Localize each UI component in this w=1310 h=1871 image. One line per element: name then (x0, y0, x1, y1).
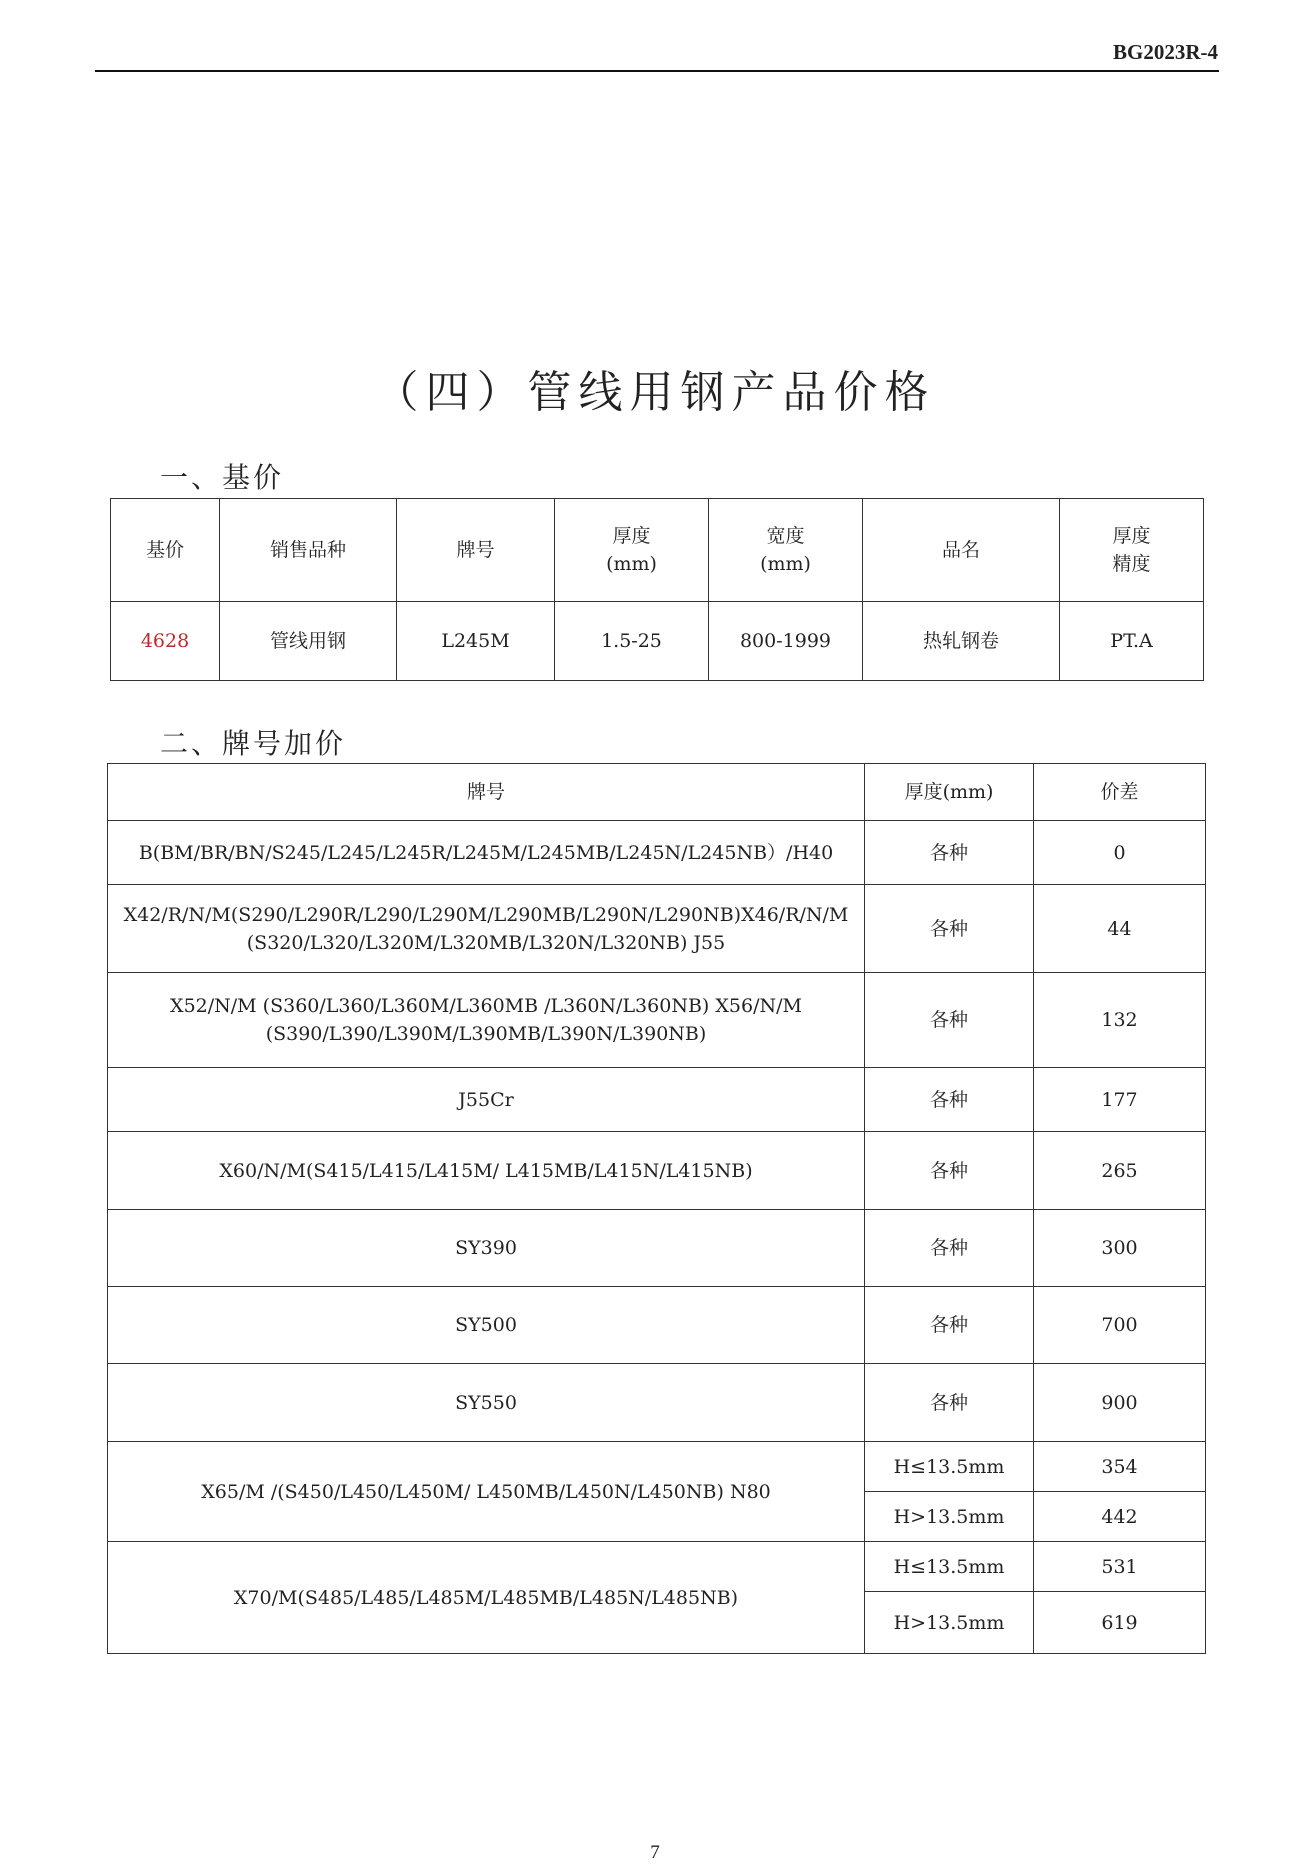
thickness-cell: H≤13.5mm (865, 1542, 1034, 1592)
column-header: 价差 (1034, 764, 1206, 821)
column-header: 厚度(mm) (865, 764, 1034, 821)
thickness-cell: 各种 (865, 885, 1034, 973)
price-diff-cell: 177 (1034, 1068, 1206, 1132)
table-cell: PT.A (1060, 602, 1204, 681)
table-row (108, 821, 1206, 885)
column-header: 厚度 (mm) (555, 499, 709, 602)
table-row (108, 1542, 1206, 1592)
page-title: （四）管线用钢产品价格 (374, 367, 936, 418)
section-heading-base-price: 一、基价 (160, 461, 285, 494)
table-header-row (111, 499, 1204, 602)
grade-surcharge-table (107, 763, 1206, 1654)
thickness-cell: 各种 (865, 1210, 1034, 1287)
price-diff-cell: 900 (1034, 1364, 1206, 1442)
grade-cell: X42/R/N/M(S290/L290R/L290/L290M/L290MB/L290N/L290NB)X46/R/N/M (S320/L320/L320M/L320MB/L320N/L320NB) J55 (108, 885, 865, 973)
table-cell: L245M (397, 602, 555, 681)
thickness-cell: 各种 (865, 973, 1034, 1068)
price-diff-cell: 300 (1034, 1210, 1206, 1287)
grade-cell: B(BM/BR/BN/S245/L245/L245R/L245M/L245MB/L245N/L245NB）/H40 (108, 821, 865, 885)
thickness-cell: H>13.5mm (865, 1492, 1034, 1542)
price-diff-cell: 132 (1034, 973, 1206, 1068)
table-row (108, 1364, 1206, 1442)
table-row (108, 885, 1206, 973)
grade-cell: X65/M /(S450/L450/L450M/ L450MB/L450N/L450NB) N80 (108, 1442, 865, 1542)
price-diff-cell: 44 (1034, 885, 1206, 973)
price-diff-cell: 442 (1034, 1492, 1206, 1542)
column-header: 品名 (863, 499, 1060, 602)
table-cell: 热轧钢卷 (863, 602, 1060, 681)
section-heading-grade-surcharge: 二、牌号加价 (160, 727, 347, 760)
thickness-cell: 各种 (865, 821, 1034, 885)
column-header: 基价 (111, 499, 220, 602)
table-row (108, 1442, 1206, 1492)
price-diff-cell: 265 (1034, 1132, 1206, 1210)
price-diff-cell: 619 (1034, 1592, 1206, 1654)
base-price-value: 4628 (111, 602, 220, 681)
table-row (108, 1210, 1206, 1287)
table-row (108, 973, 1206, 1068)
table-cell: 800-1999 (709, 602, 863, 681)
price-diff-cell: 531 (1034, 1542, 1206, 1592)
thickness-cell: 各种 (865, 1068, 1034, 1132)
thickness-cell: 各种 (865, 1287, 1034, 1364)
grade-cell: X60/N/M(S415/L415/L415M/ L415MB/L415N/L415NB) (108, 1132, 865, 1210)
thickness-cell: H≤13.5mm (865, 1442, 1034, 1492)
grade-cell: X52/N/M (S360/L360/L360M/L360MB /L360N/L360NB) X56/N/M (S390/L390/L390M/L390MB/L390N/L390NB) (108, 973, 865, 1068)
table-cell: 管线用钢 (220, 602, 397, 681)
price-diff-cell: 354 (1034, 1442, 1206, 1492)
table-row (108, 1068, 1206, 1132)
thickness-cell: 各种 (865, 1364, 1034, 1442)
header-rule (95, 70, 1219, 72)
grade-cell: SY500 (108, 1287, 865, 1364)
price-diff-cell: 0 (1034, 821, 1206, 885)
grade-cell: X70/M(S485/L485/L485M/L485MB/L485N/L485NB) (108, 1542, 865, 1654)
document-code: BG2023R-4 (1113, 40, 1218, 64)
column-header: 厚度 精度 (1060, 499, 1204, 602)
table-row (108, 1287, 1206, 1364)
thickness-cell: H>13.5mm (865, 1592, 1034, 1654)
grade-cell: J55Cr (108, 1068, 865, 1132)
column-header: 牌号 (108, 764, 865, 821)
table-row (111, 602, 1204, 681)
grade-cell: SY550 (108, 1364, 865, 1442)
price-diff-cell: 700 (1034, 1287, 1206, 1364)
table-cell: 1.5-25 (555, 602, 709, 681)
column-header: 牌号 (397, 499, 555, 602)
column-header: 销售品种 (220, 499, 397, 602)
column-header: 宽度 (mm) (709, 499, 863, 602)
table-header-row (108, 764, 1206, 821)
page-number: 7 (650, 1842, 660, 1863)
base-price-table (110, 498, 1204, 681)
grade-cell: SY390 (108, 1210, 865, 1287)
table-row (108, 1132, 1206, 1210)
thickness-cell: 各种 (865, 1132, 1034, 1210)
